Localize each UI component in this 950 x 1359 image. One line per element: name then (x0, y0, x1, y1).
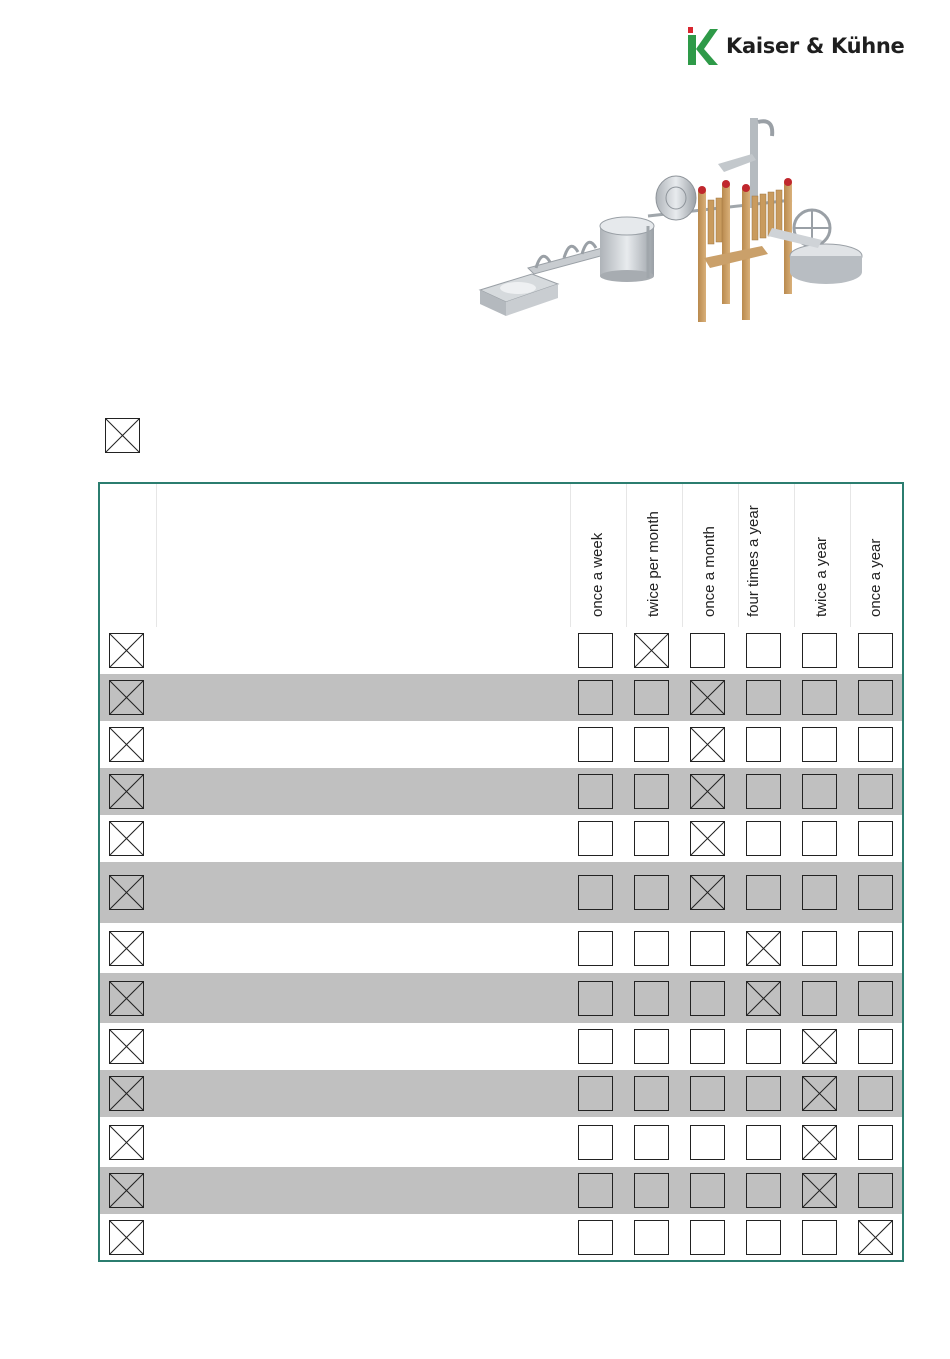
frequency-checkbox[interactable] (802, 875, 837, 910)
frequency-checkbox[interactable] (802, 1029, 837, 1064)
cross-mark-icon (803, 1077, 836, 1110)
frequency-checkbox[interactable] (578, 981, 613, 1016)
cross-mark-icon (110, 822, 143, 855)
row-select-checkbox[interactable] (109, 875, 144, 910)
header-cell-frequency (738, 484, 795, 627)
cross-mark-icon (106, 419, 139, 452)
cross-mark-icon (110, 1126, 143, 1159)
row-select-checkbox[interactable] (109, 981, 144, 1016)
frequency-checkbox[interactable] (858, 774, 893, 809)
frequency-checkbox[interactable] (746, 1029, 781, 1064)
table-header (100, 484, 902, 627)
frequency-checkbox[interactable] (690, 1076, 725, 1111)
frequency-checkbox[interactable] (634, 774, 669, 809)
frequency-checkbox[interactable] (858, 1125, 893, 1160)
frequency-checkbox[interactable] (802, 981, 837, 1016)
table-row (100, 923, 902, 973)
row-select-checkbox[interactable] (109, 1029, 144, 1064)
frequency-checkbox[interactable] (802, 727, 837, 762)
table-row (100, 721, 902, 768)
frequency-checkbox[interactable] (578, 875, 613, 910)
frequency-column-label: once a year (867, 538, 884, 617)
header-cell-frequency (570, 484, 627, 627)
frequency-checkbox[interactable] (634, 1173, 669, 1208)
row-select-checkbox[interactable] (109, 1173, 144, 1208)
frequency-checkbox[interactable] (858, 680, 893, 715)
row-select-checkbox[interactable] (109, 1076, 144, 1111)
frequency-checkbox[interactable] (858, 1220, 893, 1255)
water-play-equipment-image (472, 108, 872, 348)
frequency-column-label: four times a year (745, 505, 762, 617)
cross-mark-icon (691, 681, 724, 714)
frequency-checkbox[interactable] (690, 875, 725, 910)
frequency-checkbox[interactable] (746, 1173, 781, 1208)
table-row (100, 768, 902, 815)
cross-mark-icon (110, 932, 143, 965)
cross-mark-icon (110, 1077, 143, 1110)
frequency-column-label: twice a year (813, 536, 830, 617)
frequency-checkbox[interactable] (634, 981, 669, 1016)
row-select-checkbox[interactable] (109, 1125, 144, 1160)
frequency-checkbox[interactable] (858, 981, 893, 1016)
frequency-checkbox[interactable] (578, 821, 613, 856)
row-select-checkbox[interactable] (109, 633, 144, 668)
frequency-checkbox[interactable] (802, 633, 837, 668)
frequency-checkbox[interactable] (578, 680, 613, 715)
frequency-checkbox[interactable] (746, 821, 781, 856)
frequency-checkbox[interactable] (802, 1125, 837, 1160)
frequency-checkbox[interactable] (578, 1076, 613, 1111)
row-select-checkbox[interactable] (109, 931, 144, 966)
frequency-checkbox[interactable] (802, 774, 837, 809)
cross-mark-icon (747, 982, 780, 1015)
frequency-checkbox[interactable] (858, 875, 893, 910)
cross-mark-icon (747, 932, 780, 965)
frequency-checkbox[interactable] (690, 1029, 725, 1064)
cross-mark-icon (110, 876, 143, 909)
frequency-checkbox[interactable] (746, 774, 781, 809)
logo-mark-icon (688, 27, 718, 65)
frequency-checkbox[interactable] (578, 1125, 613, 1160)
cross-mark-icon (803, 1030, 836, 1063)
frequency-checkbox[interactable] (690, 931, 725, 966)
frequency-checkbox[interactable] (690, 727, 725, 762)
cross-mark-icon (110, 775, 143, 808)
header-cell-frequency (794, 484, 851, 627)
frequency-checkbox[interactable] (746, 875, 781, 910)
frequency-checkbox[interactable] (634, 821, 669, 856)
frequency-checkbox[interactable] (634, 931, 669, 966)
cross-mark-icon (859, 1221, 892, 1254)
cross-mark-icon (110, 982, 143, 1015)
frequency-checkbox[interactable] (802, 1076, 837, 1111)
frequency-checkbox[interactable] (746, 633, 781, 668)
frequency-checkbox[interactable] (858, 727, 893, 762)
row-select-checkbox[interactable] (109, 774, 144, 809)
row-select-checkbox[interactable] (109, 680, 144, 715)
frequency-checkbox[interactable] (634, 1029, 669, 1064)
frequency-checkbox[interactable] (746, 981, 781, 1016)
frequency-column-label: once a month (701, 526, 718, 617)
header-cell-frequency (682, 484, 739, 627)
frequency-column-label: twice per month (645, 511, 662, 617)
frequency-checkbox[interactable] (578, 633, 613, 668)
frequency-checkbox[interactable] (858, 1076, 893, 1111)
frequency-checkbox[interactable] (802, 1173, 837, 1208)
frequency-checkbox[interactable] (802, 821, 837, 856)
frequency-checkbox[interactable] (802, 1220, 837, 1255)
frequency-checkbox[interactable] (634, 680, 669, 715)
cross-mark-icon (110, 1174, 143, 1207)
row-select-checkbox[interactable] (109, 821, 144, 856)
cross-mark-icon (691, 728, 724, 761)
frequency-checkbox[interactable] (690, 633, 725, 668)
frequency-checkbox[interactable] (858, 821, 893, 856)
frequency-checkbox[interactable] (690, 1125, 725, 1160)
header-cell-frequency (626, 484, 683, 627)
frequency-checkbox[interactable] (746, 1125, 781, 1160)
frequency-checkbox[interactable] (634, 1076, 669, 1111)
header-cell-blank (100, 484, 157, 627)
frequency-checkbox[interactable] (690, 821, 725, 856)
header-cell-blank (156, 484, 571, 627)
frequency-checkbox[interactable] (802, 680, 837, 715)
cross-mark-icon (803, 1126, 836, 1159)
frequency-checkbox[interactable] (690, 1173, 725, 1208)
frequency-checkbox[interactable] (746, 931, 781, 966)
cross-mark-icon (110, 728, 143, 761)
table-row (100, 815, 902, 862)
frequency-checkbox[interactable] (634, 633, 669, 668)
row-select-checkbox[interactable] (109, 727, 144, 762)
table-row (100, 1214, 902, 1261)
frequency-checkbox[interactable] (578, 1029, 613, 1064)
row-select-checkbox[interactable] (109, 1220, 144, 1255)
maintenance-table (98, 482, 904, 1262)
frequency-checkbox[interactable] (746, 1076, 781, 1111)
table-row (100, 1023, 902, 1070)
frequency-checkbox[interactable] (578, 1220, 613, 1255)
table-row (100, 1117, 902, 1167)
frequency-checkbox[interactable] (690, 774, 725, 809)
table-row (100, 674, 902, 721)
frequency-checkbox[interactable] (578, 931, 613, 966)
frequency-checkbox[interactable] (858, 1173, 893, 1208)
cross-mark-icon (110, 1030, 143, 1063)
frequency-checkbox[interactable] (746, 1220, 781, 1255)
frequency-checkbox[interactable] (578, 774, 613, 809)
table-row (100, 1167, 902, 1214)
header-cell-frequency (850, 484, 903, 627)
frequency-checkbox[interactable] (578, 727, 613, 762)
cross-mark-icon (691, 775, 724, 808)
cross-mark-icon (691, 876, 724, 909)
frequency-checkbox[interactable] (578, 1173, 613, 1208)
frequency-checkbox[interactable] (690, 1220, 725, 1255)
frequency-checkbox[interactable] (634, 727, 669, 762)
table-row (100, 1070, 902, 1117)
table-row (100, 627, 902, 674)
frequency-checkbox[interactable] (802, 931, 837, 966)
frequency-checkbox[interactable] (858, 931, 893, 966)
frequency-checkbox[interactable] (858, 1029, 893, 1064)
header-checkbox[interactable] (105, 418, 140, 453)
frequency-checkbox[interactable] (634, 1220, 669, 1255)
cross-mark-icon (803, 1174, 836, 1207)
frequency-checkbox[interactable] (690, 680, 725, 715)
cross-mark-icon (635, 634, 668, 667)
frequency-checkbox[interactable] (634, 1125, 669, 1160)
brand-name: Kaiser & Kühne (726, 34, 905, 58)
frequency-checkbox[interactable] (746, 680, 781, 715)
cross-mark-icon (110, 681, 143, 714)
brand-logo (688, 26, 908, 66)
frequency-column-label: once a week (589, 532, 606, 617)
cross-mark-icon (110, 1221, 143, 1254)
frequency-checkbox[interactable] (746, 727, 781, 762)
table-row (100, 973, 902, 1023)
frequency-checkbox[interactable] (690, 981, 725, 1016)
table-row (100, 862, 902, 923)
cross-mark-icon (691, 822, 724, 855)
frequency-checkbox[interactable] (634, 875, 669, 910)
frequency-checkbox[interactable] (858, 633, 893, 668)
cross-mark-icon (110, 634, 143, 667)
